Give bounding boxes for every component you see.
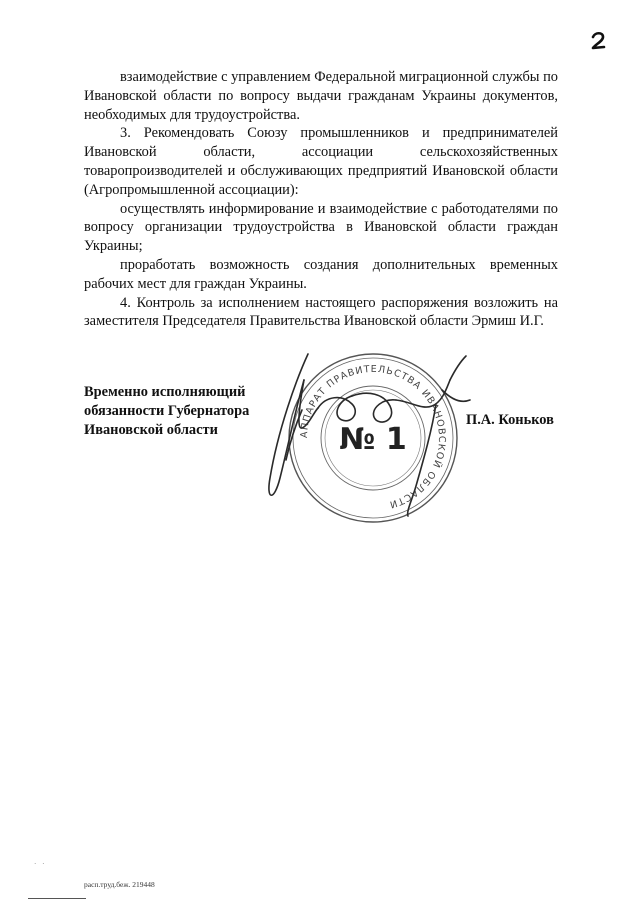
paragraph-fms-interaction: взаимодействие с управлением Федеральной миграционной службы по Ивановской области по вопросу выдачи гражданам Украины документов, необходимых для трудоустройства. bbox=[84, 69, 558, 123]
paragraph-temporary-jobs: проработать возможность создания дополнительных временных рабочих мест для граждан Украины. bbox=[84, 256, 558, 292]
handwritten-signature bbox=[256, 350, 486, 520]
stamp-number: № 1 bbox=[339, 422, 407, 457]
signatory-line-1: Временно исполняющий bbox=[84, 384, 246, 400]
document-reference-code: расп.труд.беж. 219448 bbox=[84, 880, 155, 889]
paragraph-item-3: 3. Рекомендовать Союзу промышленников и предпринимателей Ивановской области, ассоциации сельскохозяйственных товаропроизводителей и обслуживающих предприятий Ивановской области (Агропромышленной ассоциации): bbox=[84, 125, 558, 198]
paragraph-item-4: 4. Контроль за исполнением настоящего распоряжения возложить на заместителя Председателя Правительства Ивановской области Эрмиш И.Г. bbox=[84, 294, 558, 330]
signer-name: П.А. Коньков bbox=[466, 412, 554, 428]
signatory-line-3: Ивановской области bbox=[84, 422, 218, 438]
stamp-ring-text: АППАРАТ ПРАВИТЕЛЬСТВА ИВАНОВСКОЙ ОБЛАСТИ bbox=[298, 363, 448, 510]
signatory-title bbox=[84, 383, 284, 440]
scan-specks: · · bbox=[34, 860, 47, 868]
page-number-mark bbox=[589, 30, 611, 52]
footer-rule bbox=[28, 898, 86, 899]
signatory-line-2: обязанности Губернатора bbox=[84, 403, 250, 419]
paragraph-inform-employers: осуществлять информирование и взаимодействие с работодателями по вопросу организации трудоустройства в Ивановской области граждан Украины; bbox=[84, 200, 558, 255]
order-body bbox=[84, 68, 558, 331]
